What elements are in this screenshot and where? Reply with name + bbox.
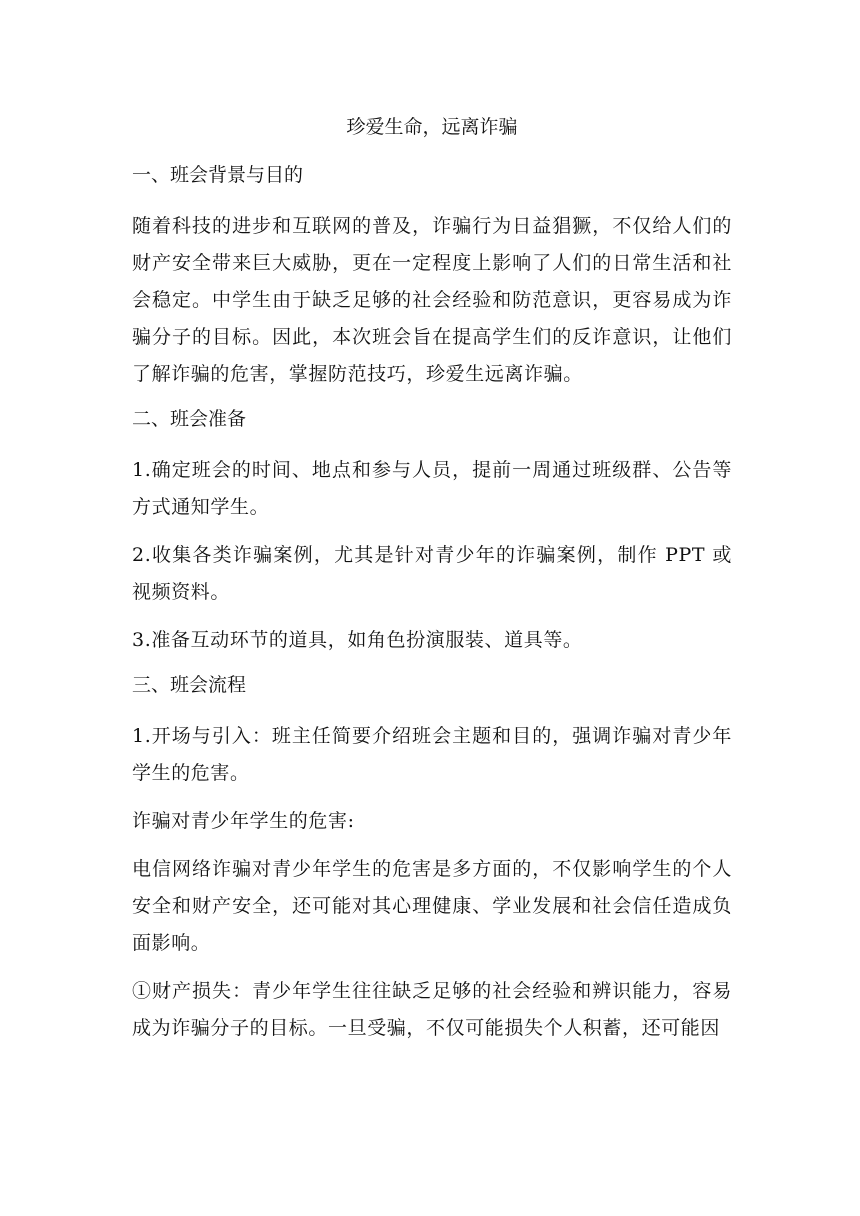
document-page	[132, 112, 732, 1058]
section-heading-background: 一、班会背景与目的	[132, 164, 304, 186]
paragraph-property-loss: ①财产损失：青少年学生往往缺乏足够的社会经验和辨识能力，容易成为诈骗分子的目标。一旦受骗，不仅可能损失个人积蓄，还可能因	[132, 980, 732, 1039]
section-heading-preparation: 二、班会准备	[132, 408, 247, 430]
paragraph-prep-2: 2.收集各类诈骗案例，尤其是针对青少年的诈骗案例，制作 PPT 或视频资料。	[132, 544, 732, 603]
document-title: 珍爱生命，远离诈骗	[346, 116, 518, 138]
paragraph-harm-heading: 诈骗对青少年学生的危害:	[132, 810, 355, 832]
paragraph-prep-3: 3.准备互动环节的道具，如角色扮演服装、道具等。	[132, 629, 583, 651]
paragraph-prep-1: 1.确定班会的时间、地点和参与人员，提前一周通过班级群、公告等方式通知学生。	[132, 459, 732, 518]
paragraph-harm-overview: 电信网络诈骗对青少年学生的危害是多方面的，不仅影响学生的个人安全和财产安全，还可能对其心理健康、学业发展和社会信任造成负面影响。	[132, 858, 732, 954]
section-heading-process: 三、班会流程	[132, 674, 247, 696]
paragraph-process-1: 1.开场与引入：班主任简要介绍班会主题和目的，强调诈骗对青少年学生的危害。	[132, 725, 732, 784]
paragraph-background: 随着科技的进步和互联网的普及，诈骗行为日益猖獗，不仅给人们的财产安全带来巨大威胁，更在一定程度上影响了人们的日常生活和社会稳定。中学生由于缺乏足够的社会经验和防范意识，更容易成为诈骗分子的目标。因此，本次班会旨在提高学生们的反诈意识，让他们了解诈骗的危害，掌握防范技巧，珍爱生远离诈骗。	[132, 215, 732, 385]
